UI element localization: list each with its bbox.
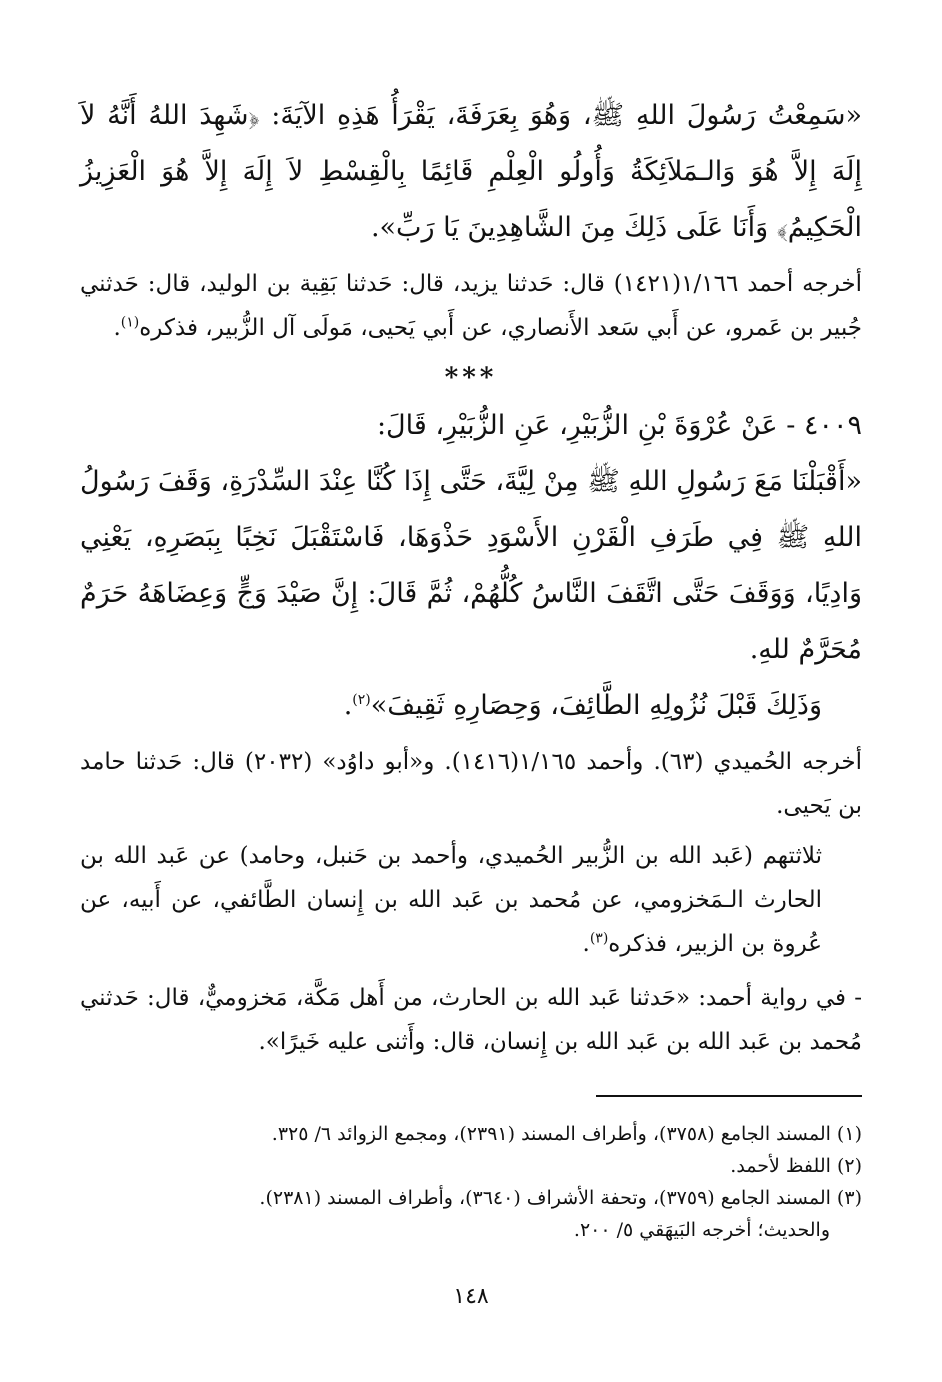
footnote-ref-2: (٢) [352, 692, 371, 708]
takhrij-2-b: ثلاثتهم (عَبد الله بن الزُّبير الحُميدي، وأحمد بن حَنبل، وحامد) عن عَبد الله بن الحارث الـمَخزومي، عن مُحمد بن عَبد الله بن إِنسان الطَّائفي، عن أَبيه، عن عُروة بن الزبير، فذكره$^{(٣)}$. [80, 843, 822, 957]
takhrij-1-text: أخرجه أحمد ١/١٦٦(١٤٢١) قال: حَدثنا يزيد، قال: حَدثنا بَقِية بن الوليد، قال: حَدثني جُبير بن عَمرو، عن أَبي سَعد الأَنصاري، عن أَبي يَحيى، مَولَى آل الزُّبير، فذكره [80, 271, 863, 341]
riwaya-note: - في رواية أحمد: «حَدثنا عَبد الله بن الحارث، من أَهل مَكَّة، مَخزوميٌّ، قال: حَدثني مُحمد بن عَبد الله بن عَبد الله بن إِنسان، قال: وأَثنى عليه خَيرًا». [80, 985, 862, 1055]
hadith-2-chain: عَنْ عُرْوَةَ بْنِ الزُّبَيْرِ، عَنِ الزُّبَيْرِ، قَالَ: [376, 410, 778, 441]
footnote-1: (١) المسند الجامع (٣٧٥٨)، وأطراف المسند (٢٣٩١)، ومجمع الزوائد ٦/ ٣٢٥. [271, 1123, 862, 1145]
hadith-2-continuation: وَذَلِكَ قَبْلَ نُزُولِهِ الطَّائِفَ، وَحِصَارِهِ ثَقِيفَ»$^{(٢)}$. [343, 690, 822, 721]
footnote-3-continuation: والحديث؛ أخرجه البَيهَقي ٥/ ٢٠٠. [573, 1219, 830, 1241]
footnote-ref-1: (١) [120, 314, 140, 331]
hadith-2-continuation-text: وَذَلِكَ قَبْلَ نُزُولِهِ الطَّائِفَ، وَحِصَارِهِ ثَقِيفَ» [370, 690, 822, 721]
takhrij-1: أخرجه أحمد ١/١٦٦(١٤٢١) قال: حَدثنا يزيد، قال: حَدثنا بَقِية بن الوليد، قال: حَدثني جُبير بن عَمرو، عن أَبي سَعد الأَنصاري، عن أَبي يَحيى، مَولَى آل الزُّبير، فذكره$^{(١)}$. [80, 271, 863, 341]
section-separator: *** [444, 363, 498, 393]
hadith-number: ٤٠٠٩ - [786, 410, 862, 441]
page-number: ١٤٨ [453, 1284, 489, 1309]
footnote-2: (٢) اللفظ لأحمد. [730, 1155, 862, 1177]
hadith-2-heading [80, 398, 862, 454]
footnote-divider [596, 1095, 862, 1097]
main-text-column [80, 88, 862, 1064]
hadith-2-text: «أَقْبَلْنَا مَعَ رَسُولِ اللهِ ﷺ مِنْ لِيَّةَ، حَتَّى إِذَا كُنَّا عِنْدَ السِّدْرَةِ، وَقَفَ رَسُولُ اللهِ ﷺ فِي طَرَفِ الْقَرْنِ الأَسْوَدِ حَذْوَهَا، فَاسْتَقْبَلَ نَخِبًا بِبَصَرِهِ، يَعْنِي وَادِيًا، وَوَقَفَ حَتَّى اتَّقَفَ النَّاسُ كُلُّهُمْ، ثُمَّ قَالَ: إِنَّ صَيْدَ وَجٍّ وَعِضَاهَهُ حَرَمٌ مُحَرَّمٌ للهِ. [80, 466, 862, 665]
footnote-ref-3: (٣) [589, 930, 609, 947]
takhrij-2-b-text: ثلاثتهم (عَبد الله بن الزُّبير الحُميدي، وأحمد بن حَنبل، وحامد) عن عَبد الله بن الحارث الـمَخزومي، عن مُحمد بن عَبد الله بن إِنسان الطَّائفي، عن أَبيه، عن عُروة بن الزبير، فذكره [80, 843, 822, 957]
footnotes [80, 1118, 862, 1246]
takhrij-2: أخرجه الحُميدي (٦٣). وأحمد ١/١٦٥(١٤١٦). و«أبو داوُد» (٢٠٣٢) قال: حَدثنا حامد بن يَحيى. [80, 749, 862, 819]
hadith-1-text: «سَمِعْتُ رَسُولَ اللهِ ﷺ، وَهُوَ بِعَرَفَةَ، يَقْرَأُ هَذِهِ الآيَةَ: ﴿شَهِدَ اللهُ أَنَّهُ لاَ إِلَهَ إِلاَّ هُوَ وَالـمَلاَئِكَةُ وَأُولُو الْعِلْمِ قَائِمًا بِالْقِسْطِ لاَ إِلَهَ إِلاَّ هُوَ الْعَزِيزُ الْحَكِيمُ﴾ وَأَنَا عَلَى ذَلِكَ مِنَ الشَّاهِدِينَ يَا رَبِّ». [80, 100, 862, 243]
footnote-3: (٣) المسند الجامع (٣٧٥٩)، وتحفة الأشراف (٣٦٤٠)، وأطراف المسند (٢٣٨١). [259, 1187, 862, 1209]
